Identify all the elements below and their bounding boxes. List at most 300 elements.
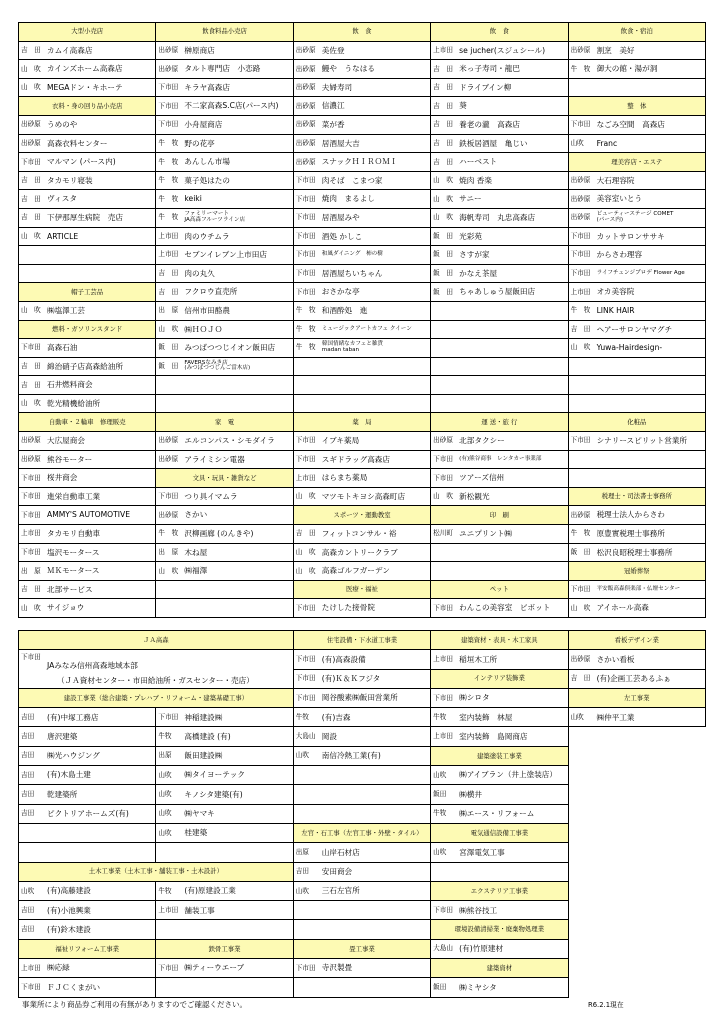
- table-row: [19, 60, 706, 79]
- business-entry: [431, 41, 568, 60]
- area-label: 出砂原: [158, 64, 179, 73]
- category-header: ＪＡ高森: [19, 631, 294, 650]
- category-header: エクステリア工事業: [431, 881, 568, 900]
- category-header: ペット: [431, 580, 568, 599]
- business-entry: [431, 450, 568, 469]
- business-name: 平安飯高森倶楽部・仏壇センター: [596, 585, 681, 592]
- business-entry: [19, 580, 156, 599]
- area-label: 上市田: [433, 45, 453, 54]
- business-entry: [19, 339, 156, 358]
- business-entry: [568, 506, 705, 525]
- category-header: 建設工事業（総合建築・プレハブ・リフォーム・建築基礎工事）: [19, 688, 294, 707]
- area-label: 牛牧: [158, 886, 172, 895]
- area-label: 山 吹: [295, 492, 316, 501]
- empty-cell: [19, 843, 156, 862]
- business-entry: [431, 727, 568, 746]
- business-entry: [19, 804, 156, 823]
- area-label: 大島山: [433, 944, 453, 953]
- business-name: 肉のウチムラ: [184, 231, 230, 241]
- business-name: ㈱シロタ: [459, 693, 490, 703]
- business-name: エルコンパス・シモダイラ: [184, 436, 275, 446]
- business-name: キノシタ建築(有): [184, 789, 243, 799]
- business-name: 唐沢建築: [47, 731, 78, 741]
- area-label: 下市田: [570, 585, 591, 594]
- business-name: 高森石油: [47, 343, 78, 353]
- business-entry: [19, 881, 156, 900]
- business-entry: [19, 60, 156, 79]
- business-entry: [19, 432, 156, 451]
- business-entry: [156, 60, 293, 79]
- table-row: [19, 650, 706, 669]
- area-label: 山 吹: [21, 231, 41, 240]
- area-label: 大島山: [295, 732, 316, 741]
- blank-area: [568, 727, 705, 746]
- category-header: 整 体: [568, 97, 705, 116]
- business-name: 稲垣木工所: [459, 654, 498, 664]
- business-name: ＦＪＣくまがい: [47, 982, 101, 992]
- business-name: アイホール高森: [596, 603, 649, 613]
- business-name: ドライブイン柳: [459, 82, 512, 92]
- business-entry: [568, 227, 705, 246]
- business-entry: [156, 171, 293, 190]
- business-name: (有)高森設備: [321, 654, 366, 664]
- business-name: セブンイレブン上市田店: [184, 250, 267, 260]
- table-row: [19, 320, 706, 339]
- empty-cell: [293, 920, 430, 939]
- area-label: 上市田: [21, 529, 41, 538]
- business-entry: [431, 134, 568, 153]
- category-header: 印 刷: [431, 506, 568, 525]
- business-entry: [156, 823, 293, 842]
- blank-area: [568, 901, 705, 920]
- business-entry: [293, 543, 430, 562]
- area-label: 下市田: [158, 120, 179, 129]
- business-name: (有)熊谷商事 レンタカー事業部: [459, 455, 542, 462]
- business-entry: [431, 78, 568, 97]
- table-row: [19, 978, 706, 997]
- business-name: 焼肉 まるよし: [321, 194, 375, 204]
- business-name: 山岸石材店: [321, 847, 360, 857]
- business-entry: [19, 227, 156, 246]
- area-label: 下市田: [21, 492, 41, 501]
- area-label: 下市田: [295, 269, 316, 278]
- footer-note: 事業所により商品券ご利用の有無がありますのでご確認ください。: [22, 1000, 247, 1009]
- business-name: 光彩苑: [459, 231, 482, 241]
- empty-cell: [19, 246, 156, 265]
- empty-cell: [293, 357, 430, 376]
- business-name: 北部タクシー: [459, 436, 505, 446]
- business-name: さかい看板: [596, 654, 635, 664]
- area-label: 下市田: [295, 455, 316, 463]
- business-name: カットサロンササキ: [596, 231, 665, 241]
- business-name: FAVERSなみき店 (みつばつつじんご當木店): [184, 359, 251, 372]
- business-entry: [431, 153, 568, 172]
- business-entry: [568, 60, 705, 79]
- business-name: 韓国情緒なカフェと雑貨 madan taban: [321, 341, 384, 353]
- business-entry: [156, 804, 293, 823]
- area-label: 吉 田: [158, 269, 179, 278]
- empty-cell: [431, 320, 568, 339]
- area-label: 出砂原: [570, 510, 591, 519]
- area-label: 出砂原: [570, 213, 591, 222]
- business-name: 飯田建設㈱: [184, 751, 223, 761]
- empty-cell: [156, 920, 293, 939]
- area-label: 山 吹: [158, 324, 179, 333]
- empty-cell: [431, 862, 568, 881]
- table-row: [19, 208, 706, 227]
- area-label: 山吹: [158, 770, 172, 779]
- business-name: 税理士法人からさわ: [596, 510, 665, 520]
- table-row: [19, 264, 706, 283]
- business-name: 下伊那厚生病院 売店: [47, 212, 123, 222]
- area-label: 下市田: [295, 674, 316, 683]
- business-entry: [19, 153, 156, 172]
- table-row: [19, 939, 706, 958]
- area-label: 山 吹: [433, 176, 453, 185]
- business-name: keiki: [184, 194, 202, 204]
- business-name: たけした接骨院: [321, 603, 375, 613]
- business-entry: [293, 669, 430, 688]
- business-name: 岡谷酸素㈱飯田営業所: [321, 693, 398, 703]
- business-name: 居酒屋大吉: [321, 138, 360, 148]
- table-row: [19, 959, 706, 978]
- business-name: ㈱エース・リフォーム: [459, 809, 535, 819]
- business-entry: [156, 153, 293, 172]
- business-name: 塩沢モータース: [47, 547, 100, 557]
- area-label: 下市田: [570, 436, 591, 445]
- business-name: 養老の瀧 高森店: [459, 119, 520, 129]
- area-label: 吉 田: [433, 120, 453, 129]
- empty-cell: [293, 766, 430, 785]
- footer-date: R6.2.1現在: [588, 1001, 624, 1009]
- area-label: 下市田: [158, 963, 179, 972]
- business-entry: [156, 432, 293, 451]
- business-entry: [568, 190, 705, 209]
- area-label: 出砂原: [295, 157, 316, 166]
- business-name: イブキ薬局: [321, 436, 360, 446]
- area-label: 山吹: [570, 138, 584, 147]
- business-entry: [293, 562, 430, 581]
- business-entry: [568, 208, 705, 227]
- business-entry: [431, 208, 568, 227]
- empty-cell: [293, 394, 430, 413]
- category-header: 飲 食: [431, 23, 568, 42]
- area-label: 下市田: [295, 213, 316, 222]
- area-label: 山 吹: [433, 492, 453, 501]
- empty-cell: [568, 450, 705, 469]
- business-name: 夫婦寿司: [321, 82, 353, 92]
- area-label: 山 吹: [570, 343, 591, 352]
- business-name: ㈱タイヨーテック: [184, 770, 245, 780]
- blank-area: [568, 823, 705, 842]
- area-label: 出砂原: [570, 45, 591, 54]
- business-name: ㈱塩澤工芸: [47, 305, 85, 315]
- business-entry: [568, 432, 705, 451]
- area-label: 下市田: [570, 269, 591, 278]
- area-label: 山 吹: [21, 306, 41, 315]
- area-label: 山 吹: [295, 547, 316, 556]
- business-entry: [431, 766, 568, 785]
- area-label: 出砂原: [295, 45, 316, 54]
- area-label: 吉 田: [21, 585, 41, 594]
- business-entry: [293, 487, 430, 506]
- empty-cell: [156, 580, 293, 599]
- business-entry: [19, 746, 156, 765]
- category-header: 住宅設備・下水道工事業: [293, 631, 430, 650]
- business-entry: [19, 562, 156, 581]
- area-label: 上市田: [158, 231, 179, 240]
- business-entry: [293, 650, 430, 669]
- business-name: LINK HAIR: [596, 305, 635, 315]
- area-label: 下市田: [295, 436, 316, 445]
- area-label: 吉田: [295, 867, 309, 876]
- business-name: ㈱仲平工業: [596, 712, 635, 722]
- business-entry: [156, 227, 293, 246]
- area-label: 出砂原: [158, 455, 179, 463]
- table-row: [19, 413, 706, 432]
- table-row: [19, 920, 706, 939]
- business-name: カインズホーム高森店: [47, 64, 123, 74]
- area-label: 山吹: [295, 751, 309, 760]
- category-header: 左官・石工事（左官工事・外壁・タイル）: [293, 823, 430, 842]
- area-label: 下市田: [570, 120, 591, 129]
- business-entry: [293, 246, 430, 265]
- business-name: 乾建築所: [47, 789, 78, 799]
- empty-cell: [156, 978, 293, 997]
- business-entry: [431, 978, 568, 997]
- area-label: 出砂原: [21, 436, 41, 445]
- business-name: 大石理容院: [596, 175, 635, 185]
- blank-area: [568, 746, 705, 765]
- table-row: [19, 134, 706, 153]
- table-row: [19, 562, 706, 581]
- table-row: [19, 543, 706, 562]
- table-row: [19, 41, 706, 60]
- business-entry: [156, 190, 293, 209]
- business-name: MEGAドン・キホーテ: [47, 82, 123, 92]
- business-entry: [293, 171, 430, 190]
- business-entry: [431, 688, 568, 707]
- business-name: 鰻や うなはる: [321, 64, 375, 74]
- business-entry: [568, 708, 705, 727]
- business-name: かなえ茶屋: [459, 268, 498, 278]
- business-entry: [156, 264, 293, 283]
- area-label: 牛 牧: [570, 529, 591, 538]
- business-entry: [568, 339, 705, 358]
- business-entry: [431, 525, 568, 544]
- category-header: 飲 食: [293, 23, 430, 42]
- area-label: 牛 牧: [158, 157, 179, 166]
- area-label: 下市田: [158, 101, 179, 110]
- business-name: 南信冷熱工業(有): [321, 751, 381, 761]
- area-label: 山吹: [295, 886, 309, 895]
- area-label: 飯 田: [433, 287, 453, 296]
- area-label: 下市田: [433, 603, 453, 612]
- business-entry: [431, 264, 568, 283]
- category-header: 自動車・２輪車 修理販売: [19, 413, 156, 432]
- business-name: 信州市田酪農: [184, 305, 230, 315]
- business-name: シナリースピリット営業所: [596, 436, 688, 446]
- business-entry: [19, 766, 156, 785]
- business-entry: [431, 60, 568, 79]
- business-name: タカモリ寝装: [47, 175, 93, 185]
- area-label: 吉 田: [433, 83, 453, 92]
- area-label: 下市田: [295, 231, 316, 240]
- area-label: 牛 牧: [158, 529, 179, 538]
- business-entry: [568, 264, 705, 283]
- business-entry: [293, 688, 430, 707]
- empty-cell: [431, 562, 568, 581]
- business-name: ツアーズ信州: [459, 473, 505, 483]
- business-entry: [431, 190, 568, 209]
- category-header: インテリア装飾業: [431, 669, 568, 688]
- business-name: (有)竹原建材: [459, 944, 504, 954]
- business-entry: [156, 785, 293, 804]
- business-name: 御大の館・湯が洞: [596, 64, 658, 74]
- area-label: 吉 田: [295, 529, 316, 538]
- business-entry: [19, 708, 156, 727]
- empty-cell: [293, 978, 430, 997]
- business-name: (有)中塚工務店: [47, 712, 99, 722]
- business-entry: [431, 283, 568, 302]
- business-entry: [293, 862, 430, 881]
- business-entry: [293, 599, 430, 618]
- business-entry: [156, 283, 293, 302]
- business-name: みつばつつじイオン飯田店: [184, 343, 276, 353]
- area-label: 下市田: [21, 652, 41, 661]
- business-entry: [156, 357, 293, 376]
- business-entry: [19, 599, 156, 618]
- area-label: 下市田: [570, 231, 591, 240]
- table-row: [19, 785, 706, 804]
- area-label: 飯 田: [158, 343, 179, 352]
- table-row: [19, 171, 706, 190]
- area-label: 吉 田: [570, 324, 591, 333]
- area-label: 山 吹: [158, 566, 179, 575]
- business-entry: [156, 708, 293, 727]
- empty-cell: [431, 357, 568, 376]
- area-label: 山吹: [433, 847, 447, 856]
- business-entry: [19, 115, 156, 134]
- business-entry: [293, 115, 430, 134]
- area-label: 下市田: [295, 693, 316, 702]
- business-entry: [19, 171, 156, 190]
- table-row: [19, 881, 706, 900]
- table-row: [19, 357, 706, 376]
- business-entry: [156, 208, 293, 227]
- category-header: 文具・玩具・雑貨など: [156, 469, 293, 488]
- business-name: 三石左官所: [321, 886, 360, 896]
- business-name: 大広屋商会: [47, 436, 85, 446]
- area-label: 吉 田: [21, 194, 41, 203]
- area-label: 牛牧: [433, 809, 447, 818]
- business-entry: [293, 208, 430, 227]
- business-entry: [19, 376, 156, 395]
- business-entry: [568, 283, 705, 302]
- business-entry: [156, 746, 293, 765]
- business-name: タルト専門店 小恋路: [184, 64, 261, 74]
- business-entry: [431, 432, 568, 451]
- area-label: 牛 牧: [158, 213, 179, 222]
- area-label: 上市田: [433, 732, 453, 741]
- business-name: 寺沢製畳: [321, 963, 353, 973]
- table-row: [19, 78, 706, 97]
- business-entry: [156, 959, 293, 978]
- area-label: 下市田: [21, 983, 41, 992]
- area-label: 出砂原: [295, 64, 316, 73]
- business-name: 乾光精機給油所: [47, 398, 101, 408]
- business-name: (有)Ｋ＆Ｋフジタ: [321, 673, 381, 683]
- business-entry: [19, 78, 156, 97]
- business-entry: [431, 171, 568, 190]
- table-row: [19, 746, 706, 765]
- table-row: [19, 688, 706, 707]
- area-label: 山 吹: [21, 399, 41, 408]
- business-entry: [293, 153, 430, 172]
- business-name: ㈱ティーウエーブ: [184, 963, 245, 973]
- business-entry: [293, 727, 430, 746]
- merchant-directory-table-construction: [18, 630, 706, 998]
- business-name: マルマン (パース内): [47, 157, 116, 167]
- category-header: 燃料・ガソリンスタンド: [19, 320, 156, 339]
- business-name: なごみ空間 高森店: [596, 119, 665, 129]
- business-name: 割烹 美好: [596, 45, 635, 55]
- area-label: 下市田: [570, 250, 591, 259]
- business-name: 肉の丸久: [184, 268, 215, 278]
- empty-cell: [568, 357, 705, 376]
- empty-cell: [156, 376, 293, 395]
- business-entry: [293, 97, 430, 116]
- business-entry: [293, 60, 430, 79]
- ja-entry-name: [47, 654, 254, 684]
- business-entry: [19, 978, 156, 997]
- area-label: 下市田: [158, 492, 179, 501]
- business-entry: [19, 394, 156, 413]
- area-label: 飯 田: [433, 250, 453, 259]
- table-row: [19, 153, 706, 172]
- business-name: AMMY'S AUTOMOTIVE: [47, 510, 131, 520]
- business-entry: [293, 78, 430, 97]
- business-name: 宮澤電気工事: [459, 847, 505, 857]
- business-name: Franc: [596, 138, 618, 148]
- area-label: 吉田: [21, 809, 35, 818]
- category-header: 帽子工芸品: [19, 283, 156, 302]
- business-entry: [156, 78, 293, 97]
- business-name: ライフチェンジプロデ Flower Age: [596, 269, 685, 276]
- business-entry: [431, 785, 568, 804]
- area-label: 出砂原: [570, 176, 591, 185]
- business-name: さかい: [184, 510, 208, 520]
- category-header: 土木工事業（土木工事・舗装工事・土木設計）: [19, 862, 294, 881]
- area-label: 牛 牧: [158, 176, 179, 185]
- empty-cell: [19, 823, 156, 842]
- table-row: [19, 823, 706, 842]
- blank-area: [568, 881, 705, 900]
- business-name: サイジョウ: [47, 603, 85, 613]
- area-label: 吉 田: [21, 213, 41, 222]
- business-name: タカモリ自動車: [47, 529, 101, 539]
- area-label: 牛 牧: [570, 306, 591, 315]
- area-label: 出砂原: [295, 138, 316, 147]
- business-name: ヘアーサロンヤマグチ: [596, 324, 673, 334]
- business-entry: [293, 134, 430, 153]
- ja-line-1: JAみなみ信州高森地域本部: [47, 660, 138, 670]
- business-entry: [156, 339, 293, 358]
- table-row: [19, 599, 706, 618]
- business-name: 松沢良昭税理士事務所: [596, 547, 673, 557]
- business-name: 室内装飾 林屋: [459, 712, 513, 722]
- business-name: 原豊實税理士事務所: [596, 529, 665, 539]
